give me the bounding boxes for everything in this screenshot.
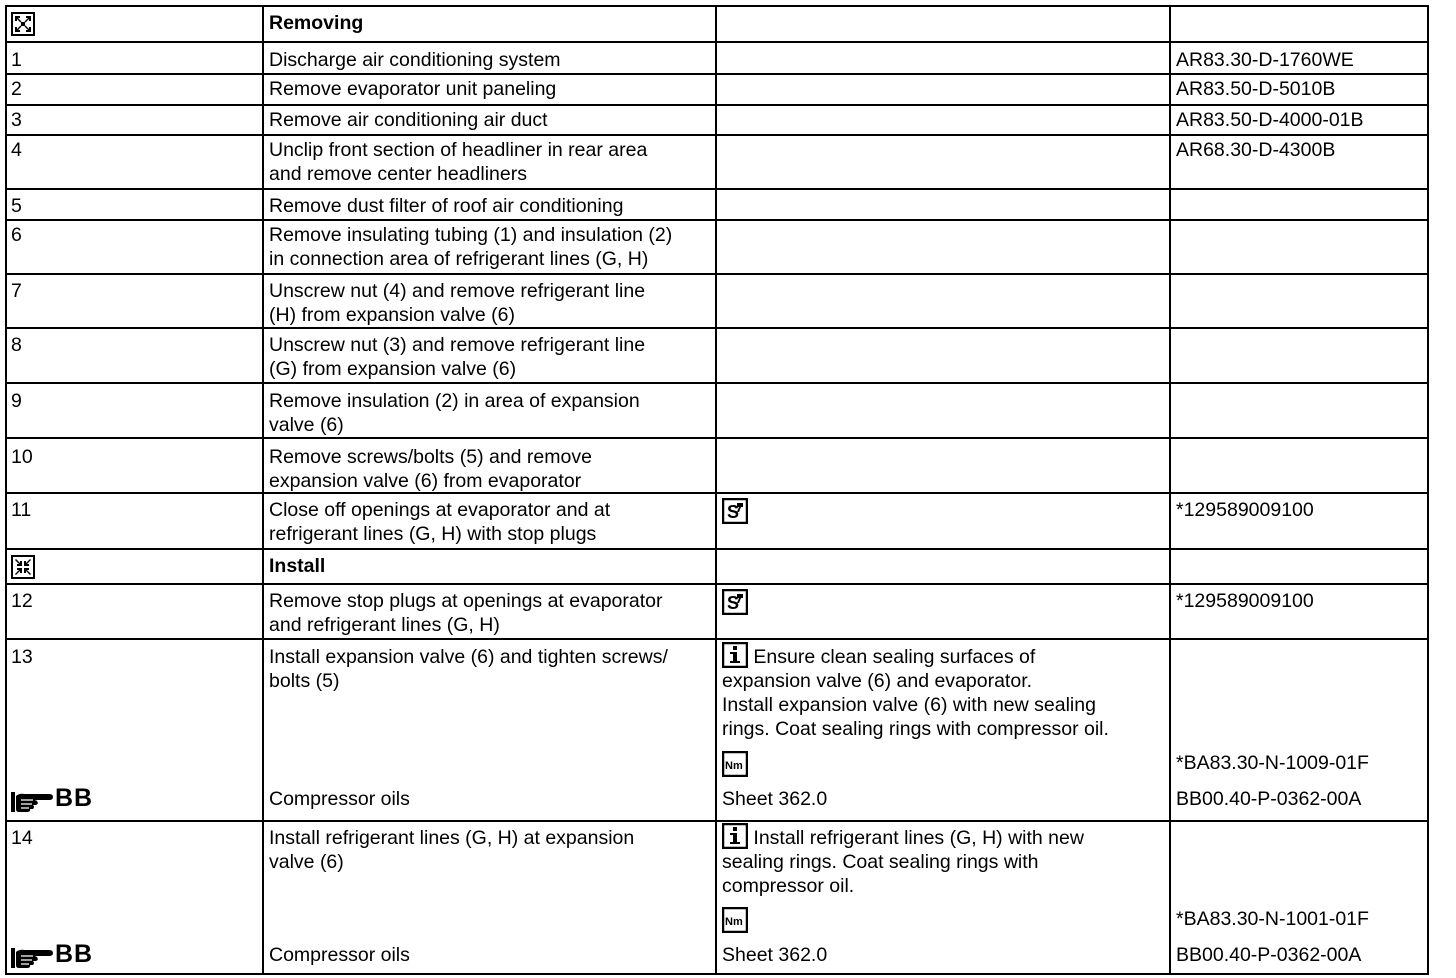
- step-number: 6: [11, 224, 22, 246]
- step-text: Remove stop plugs at openings at evaporator and refrigerant lines (G, H): [269, 590, 663, 636]
- step-number: 11: [11, 499, 32, 521]
- special-tool-icon[interactable]: [722, 589, 748, 615]
- step-number: 7: [11, 280, 22, 302]
- doc-reference: AR68.30-D-4300B: [1176, 139, 1336, 161]
- step-text: Remove insulation (2) in area of expansion valve (6): [269, 390, 640, 436]
- torque-cell: [722, 907, 748, 933]
- step-text: Unclip front section of headliner in rear area and remove center headliners: [269, 139, 648, 185]
- step-text: Remove insulating tubing (1) and insulation (2) in connection area of refrigerant lines (G, H): [269, 224, 673, 270]
- info-icon[interactable]: [722, 642, 748, 668]
- special-tool-cell: [722, 589, 748, 615]
- removing-icon-cell: [11, 11, 35, 36]
- step-number: 13: [11, 646, 33, 668]
- step-number: 3: [11, 109, 22, 131]
- doc-reference: AR83.50-D-5010B: [1176, 78, 1336, 100]
- info-note: Install refrigerant lines (G, H) with new sealing rings. Coat sealing rings with compressor oil.: [722, 826, 1084, 898]
- info-icon[interactable]: [722, 823, 748, 849]
- torque-reference: *BA83.30-N-1001-01F: [1176, 908, 1369, 930]
- step-text: Remove air conditioning air duct: [269, 109, 548, 131]
- torque-reference: *BA83.30-N-1009-01F: [1176, 752, 1369, 774]
- sheet-text: Sheet 362.0: [722, 788, 828, 810]
- step-text: Remove evaporator unit paneling: [269, 78, 557, 100]
- section-title-removing: Removing: [269, 12, 364, 34]
- nm-torque-icon[interactable]: [722, 907, 748, 933]
- step-number: 8: [11, 334, 22, 356]
- step-number: 4: [11, 139, 22, 161]
- bb-reference-marker[interactable]: [11, 941, 93, 970]
- step-text: Close off openings at evaporator and at refrigerant lines (G, H) with stop plugs: [269, 499, 611, 545]
- remove-symbol-icon: [11, 12, 35, 36]
- install-symbol-icon: [11, 555, 35, 579]
- procedure-table: [5, 5, 1429, 975]
- doc-reference: AR83.30-D-1760WE: [1176, 49, 1354, 71]
- step-number: 2: [11, 78, 22, 100]
- bb-label: BB: [55, 940, 94, 968]
- pointing-hand-icon: [11, 944, 55, 970]
- info-note: Ensure clean sealing surfaces of expansion valve (6) and evaporator. Install expansion valve (6) with new sealing rings. Coat sealing rings with compressor oil.: [722, 645, 1109, 741]
- step-number: 14: [11, 827, 33, 849]
- step-number: 10: [11, 446, 33, 468]
- step-number: 5: [11, 195, 22, 217]
- step-text: Unscrew nut (4) and remove refrigerant line (H) from expansion valve (6): [269, 280, 646, 326]
- step-text: Install refrigerant lines (G, H) at expansion valve (6): [269, 827, 635, 873]
- special-tool-cell: [722, 498, 748, 524]
- special-tool-icon[interactable]: [722, 498, 748, 524]
- section-title-install: Install: [269, 555, 326, 577]
- step-text: Install expansion valve (6) and tighten screws/ bolts (5): [269, 646, 668, 692]
- bb-reference: BB00.40-P-0362-00A: [1176, 944, 1362, 966]
- bb-reference-marker[interactable]: [11, 785, 93, 814]
- step-number: 12: [11, 590, 33, 612]
- nm-torque-icon[interactable]: [722, 751, 748, 777]
- step-text: Remove dust filter of roof air conditioning: [269, 195, 624, 217]
- doc-reference: AR83.50-D-4000-01B: [1176, 109, 1364, 131]
- install-icon-cell: [11, 554, 35, 579]
- sheet-text: Sheet 362.0: [722, 944, 828, 966]
- step-text: Remove screws/bolts (5) and remove expansion valve (6) from evaporator: [269, 446, 592, 492]
- consumable-text: Compressor oils: [269, 944, 410, 966]
- step-number: 1: [11, 49, 22, 71]
- bb-label: BB: [55, 784, 94, 812]
- step-text: Discharge air conditioning system: [269, 49, 561, 71]
- bb-reference: BB00.40-P-0362-00A: [1176, 788, 1362, 810]
- tool-reference: *129589009100: [1176, 499, 1314, 521]
- torque-cell: [722, 751, 748, 777]
- step-number: 9: [11, 390, 22, 412]
- tool-reference: *129589009100: [1176, 590, 1314, 612]
- consumable-text: Compressor oils: [269, 788, 410, 810]
- step-text: Unscrew nut (3) and remove refrigerant line (G) from expansion valve (6): [269, 334, 646, 380]
- pointing-hand-icon: [11, 788, 55, 814]
